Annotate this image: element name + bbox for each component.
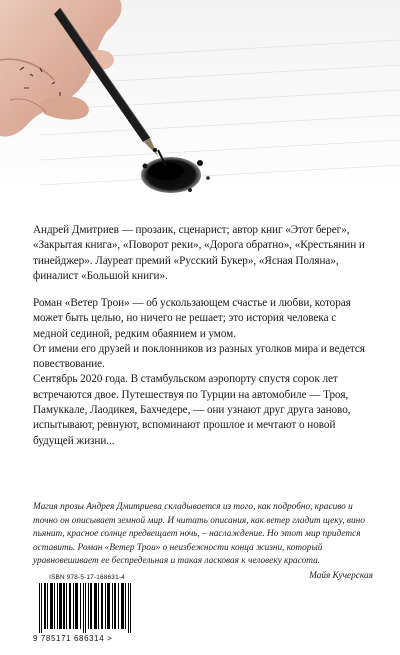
blurb-paragraph: Сентябрь 2020 года. В стамбульском аэропорту спустя сорок лет встречаются двое. Путешествуя по Турции на автомобиле — Троя, Памуккале, Лаодикея, Бахчедере, — они узнают друг друга заново, испытывают, ревнуют, вспоминают прошлое и мечтают о новой будущей жизни...: [33, 373, 351, 447]
blurb-paragraph: Роман «Ветер Трои» — об ускользающем счастье и любви, которая может быть целью, но ничего не решает; это история человека с медной сединой, редким обаянием и умом.: [33, 297, 351, 340]
cover-illustration: [0, 0, 400, 212]
hand-writing-with-ink-pen-icon: [0, 0, 400, 212]
isbn-barcode-block: [33, 574, 141, 644]
isbn-label: ISBN 978-5-17-168631-4: [49, 574, 125, 581]
quote-signature: Майя Кучерская: [309, 570, 373, 581]
blurb-paragraph: От имени его друзей и поклонников из разных уголков мира и ведется повествование.: [33, 342, 365, 371]
barcode-digits: 9 785171 686314 >: [33, 634, 113, 643]
book-blurb: [33, 296, 373, 449]
quote-text: Магия прозы Андрея Дмитриева складывается из того, как подробно, красиво и точно он описывает земной мир. И читать описания, как ветер гладит щеку, вино пьянит, красное солнце предвещает ночь, – наслаждение. Но этот мир придется оставить. Роман «Ветер Трои» о неизбежности конца жизни, который уравновешивает ее беспредельная и такая ласковая к человеку красота.: [33, 502, 365, 567]
barcode-icon: [35, 583, 139, 633]
author-bio: Андрей Дмитриев — прозаик, сценарист; автор книг «Этот берег», «Закрытая книга», «Поворот реки», «Дорога обратно», «Крестьянин и тинейджер». Лауреат премий «Русский Букер», «Ясная Поляна», финалист «Большой книги».: [33, 224, 365, 282]
review-quote: [33, 501, 373, 584]
